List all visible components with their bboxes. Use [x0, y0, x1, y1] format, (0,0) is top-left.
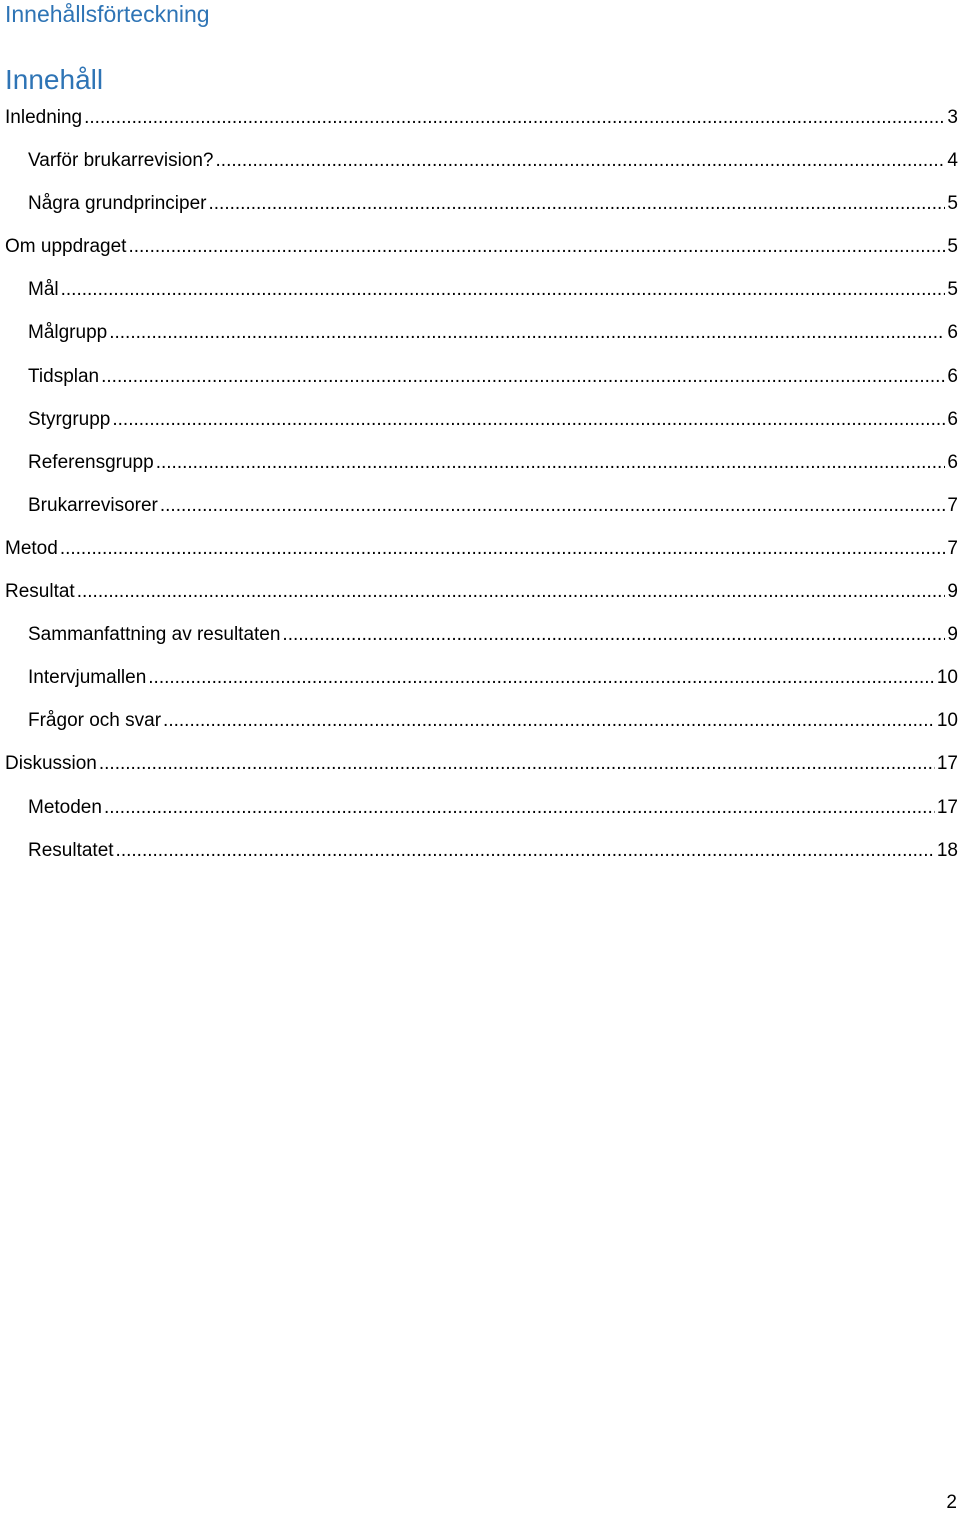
toc-dot-leader — [148, 663, 935, 693]
toc-entry-label: Inledning — [5, 107, 83, 128]
toc-entry-page: 10 — [936, 710, 958, 732]
toc-entry-page: 18 — [936, 839, 958, 861]
toc-entry-page: 3 — [947, 107, 958, 128]
toc-dot-leader — [116, 836, 935, 866]
toc-entry-page: 6 — [947, 408, 958, 430]
toc-entry-page: 7 — [947, 537, 958, 559]
toc-dot-leader — [104, 793, 935, 823]
toc-entry-resultat[interactable] — [0, 577, 960, 620]
toc-entry-malgrupp[interactable] — [0, 318, 960, 361]
toc-entry-metoden[interactable] — [0, 793, 960, 836]
toc-entry-page: 17 — [936, 753, 958, 775]
toc-entry-brukarrevisorer[interactable] — [0, 491, 960, 534]
toc-entry-label: Målgrupp — [28, 322, 108, 344]
toc-dot-leader — [209, 189, 946, 219]
toc-entry-referensgrupp[interactable] — [0, 448, 960, 491]
toc-entry-inledning[interactable] — [0, 103, 960, 146]
document-heading: Innehållsförteckning — [5, 1, 210, 27]
toc-entry-label: Sammanfattning av resultaten — [28, 624, 281, 646]
toc-dot-leader — [112, 405, 945, 435]
toc-dot-leader — [216, 146, 946, 176]
toc-entry-page: 5 — [947, 193, 958, 215]
toc-entry-page: 9 — [947, 581, 958, 603]
toc-dot-leader — [128, 232, 945, 262]
toc-dot-leader — [61, 275, 946, 305]
toc-dot-leader — [99, 749, 935, 779]
toc-entry-metod[interactable] — [0, 534, 960, 577]
toc-entry-label: Frågor och svar — [28, 710, 162, 732]
toc-entry-label: Intervjumallen — [28, 667, 147, 689]
toc-entry-page: 6 — [947, 365, 958, 387]
toc-entry-intervjumallen[interactable] — [0, 663, 960, 706]
toc-entry-label: Referensgrupp — [28, 451, 154, 473]
toc-entry-page: 4 — [947, 150, 958, 172]
toc-dot-leader — [160, 491, 946, 521]
toc-entry-page: 9 — [947, 624, 958, 646]
toc-entry-label: Brukarrevisorer — [28, 494, 158, 516]
toc-dot-leader — [60, 534, 946, 564]
toc-entry-label: Diskussion — [5, 753, 97, 775]
toc-dot-leader — [282, 620, 945, 650]
toc-entry-page: 5 — [947, 236, 958, 258]
toc-entry-nagra-grundprinciper[interactable] — [0, 189, 960, 232]
toc-entry-label: Metoden — [28, 796, 102, 818]
toc-dot-leader — [77, 577, 946, 607]
toc-entry-resultatet[interactable] — [0, 836, 960, 879]
page-number: 2 — [946, 1492, 957, 1513]
toc-entry-label: Varför brukarrevision? — [28, 150, 214, 172]
toc-entry-label: Resultat — [5, 581, 75, 603]
toc-entry-label: Några grundprinciper — [28, 193, 207, 215]
toc-entry-diskussion[interactable] — [0, 749, 960, 792]
toc-entry-mal[interactable] — [0, 275, 960, 318]
toc-entry-label: Resultatet — [28, 839, 114, 861]
toc-entry-page: 10 — [936, 667, 958, 689]
toc-entry-label: Mål — [28, 279, 59, 301]
toc-entry-page: 5 — [947, 279, 958, 301]
toc-entry-label: Metod — [5, 537, 58, 559]
toc-entry-page: 6 — [947, 322, 958, 344]
toc-dot-leader — [84, 103, 945, 133]
toc-entry-page: 6 — [947, 451, 958, 473]
toc-entry-varfor-brukarrevision[interactable] — [0, 146, 960, 189]
toc-title: Innehåll — [5, 64, 104, 95]
toc-entry-styrgrupp[interactable] — [0, 405, 960, 448]
toc-entry-page: 7 — [947, 494, 958, 516]
table-of-contents — [0, 103, 960, 879]
toc-dot-leader — [156, 448, 946, 478]
toc-entry-label: Styrgrupp — [28, 408, 111, 430]
toc-entry-label: Om uppdraget — [5, 236, 127, 258]
toc-entry-sammanfattning[interactable] — [0, 620, 960, 663]
toc-dot-leader — [109, 318, 945, 348]
toc-entry-fragor-och-svar[interactable] — [0, 706, 960, 749]
toc-entry-om-uppdraget[interactable] — [0, 232, 960, 275]
toc-dot-leader — [163, 706, 935, 736]
toc-entry-tidsplan[interactable] — [0, 362, 960, 405]
toc-dot-leader — [101, 362, 945, 392]
toc-entry-label: Tidsplan — [28, 365, 100, 387]
toc-entry-page: 17 — [936, 796, 958, 818]
